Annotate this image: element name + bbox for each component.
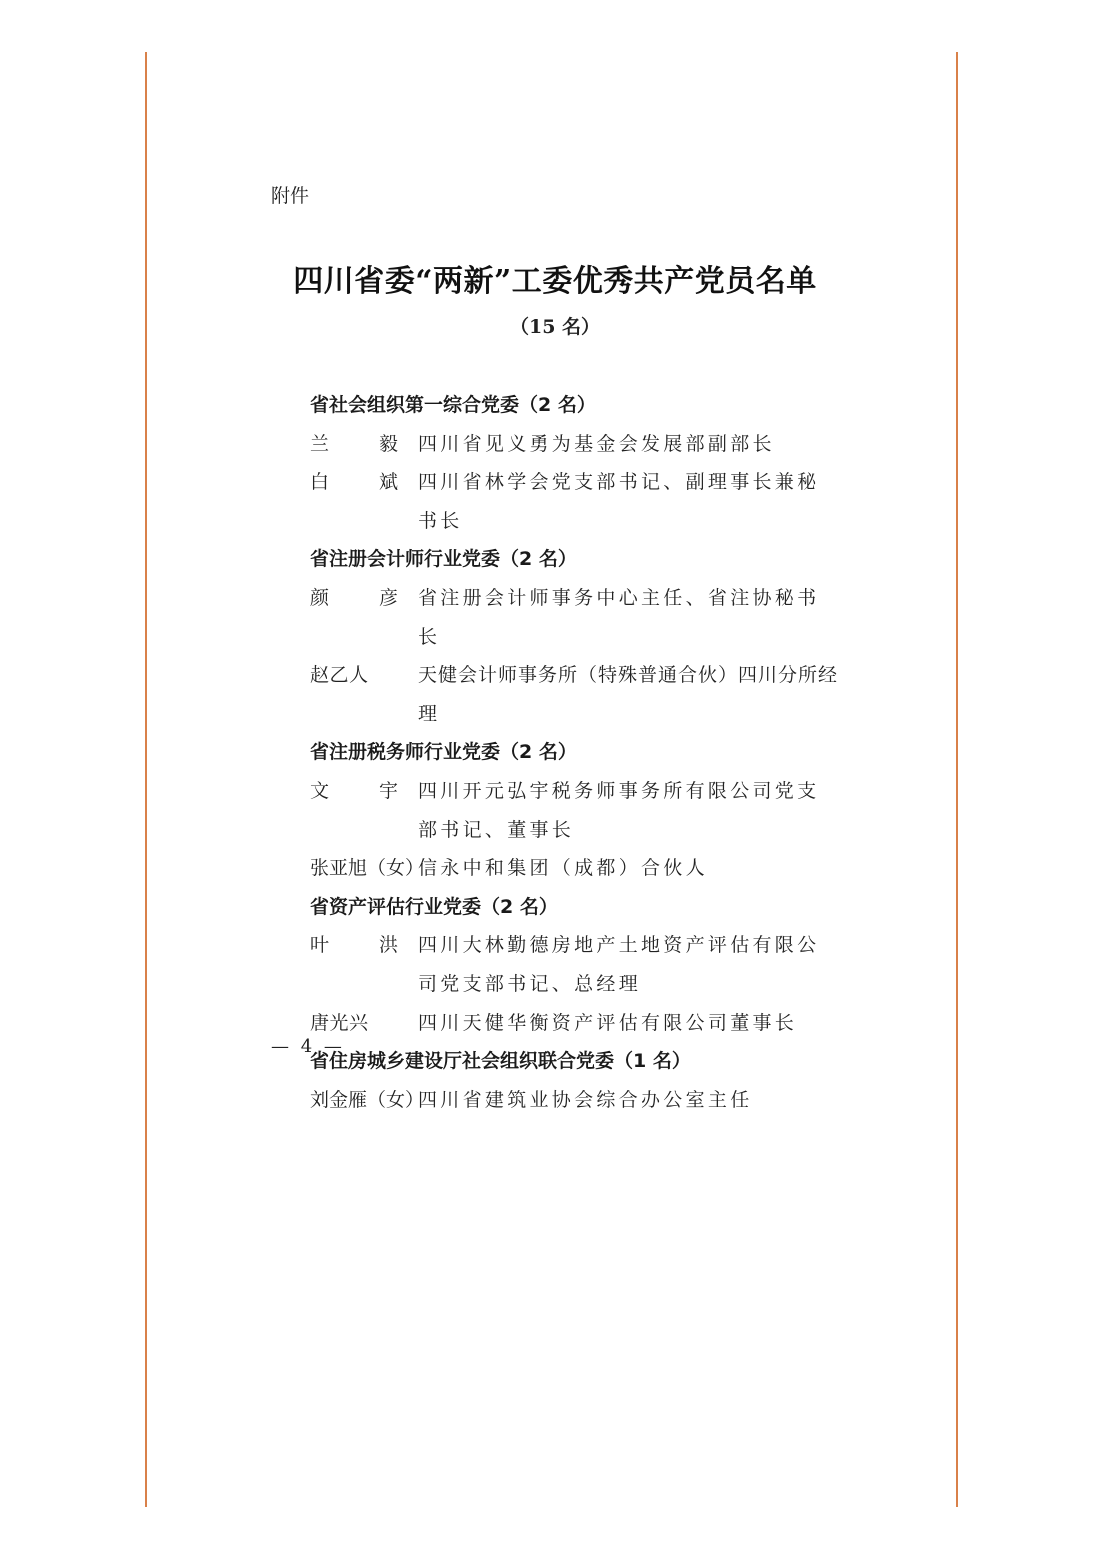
member-position: 四川开元弘宇税务师事务所有限公司党支部书记、董事长 [418, 779, 820, 841]
group-heading: 省注册会计师行业党委（2 名） [310, 548, 577, 571]
member-position: 天健会计师事务所（特殊普通合伙）四川分所经理 [418, 664, 839, 725]
member-position: 四川省林学会党支部书记、副理事长兼秘书长 [418, 471, 820, 532]
member-name: 兰 毅 [310, 432, 421, 455]
member-list [310, 386, 870, 1119]
member-position: 四川省见义勇为基金会发展部副部长 [418, 432, 775, 455]
group-heading: 省资产评估行业党委（2 名） [310, 895, 558, 918]
member-position: 四川省建筑业协会综合办公室主任 [418, 1088, 753, 1111]
group-heading: 省注册税务师行业党委（2 名） [310, 741, 577, 764]
member-name: 张亚旭（女） [310, 857, 425, 880]
list-item [310, 425, 870, 464]
group-heading: 省住房城乡建设厅社会组织联合党委（1 名） [310, 1050, 691, 1073]
document-subtitle: （15 名） [509, 316, 601, 338]
document-title: 四川省委“两新”工委优秀共产党员名单 [293, 264, 817, 299]
attachment-label: 附件 [271, 185, 310, 207]
member-position: 四川天健华衡资产评估有限公司董事长 [418, 1011, 798, 1034]
member-name: 赵乙人 [310, 664, 369, 687]
list-item [310, 1004, 870, 1043]
member-name: 叶 洪 [310, 934, 421, 957]
member-name: 刘金雁（女） [310, 1088, 425, 1111]
list-item [310, 1081, 870, 1120]
member-name: 文 宇 [310, 779, 421, 802]
list-item [310, 656, 870, 733]
member-name: 白 斌 [310, 471, 421, 494]
list-item [310, 772, 870, 849]
member-name: 唐光兴 [310, 1011, 369, 1034]
group-heading: 省社会组织第一综合党委（2 名） [310, 394, 596, 416]
member-position: 信永中和集团（成都）合伙人 [418, 857, 708, 880]
member-name: 颜 彦 [310, 586, 421, 609]
member-position: 省注册会计师事务中心主任、省注协秘书长 [418, 586, 820, 648]
page-number: — 4 — [271, 1036, 345, 1057]
member-position: 四川大林勤德房地产土地资产评估有限公司党支部书记、总经理 [418, 934, 820, 995]
list-item [310, 849, 870, 888]
list-item [310, 926, 870, 1003]
list-item [310, 463, 870, 540]
list-item [310, 579, 870, 656]
